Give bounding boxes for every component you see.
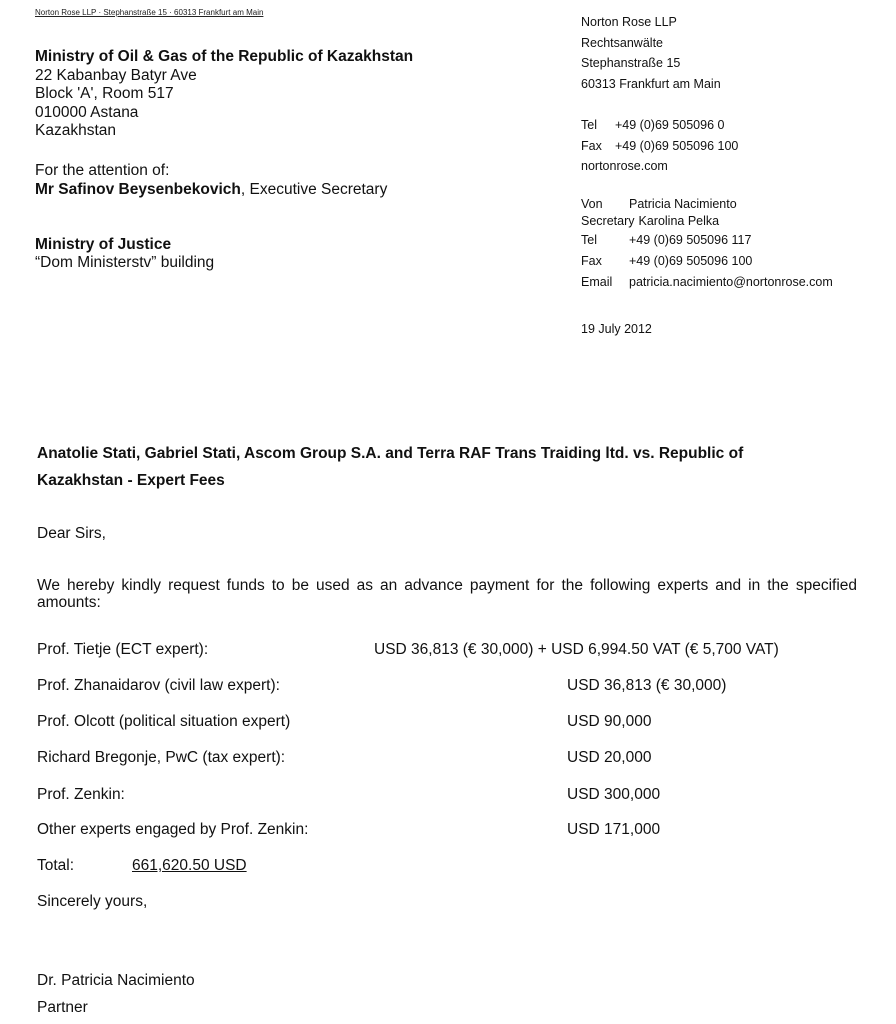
return-address-line: Norton Rose LLP · Stephanstraße 15 · 60313 Frankfurt am Main bbox=[35, 8, 264, 17]
recipient-address-line: 22 Kabanbay Batyr Ave bbox=[35, 66, 197, 84]
contact-person-block bbox=[581, 196, 833, 293]
letter-date: 19 July 2012 bbox=[581, 322, 652, 336]
sender-tel-label: Tel bbox=[581, 118, 597, 132]
fee-amount: USD 20,000 bbox=[567, 749, 652, 766]
contact-fax: +49 (0)69 505096 100 bbox=[629, 254, 753, 268]
recipient-address-line: Kazakhstan bbox=[35, 122, 116, 139]
signatory-title: Partner bbox=[37, 999, 88, 1016]
signatory-name: Dr. Patricia Nacimiento bbox=[37, 972, 195, 989]
fee-expert-label: Prof. Olcott (political situation expert) bbox=[37, 713, 291, 730]
contact-fax-label: Fax bbox=[581, 254, 602, 268]
recipient-address-line: Block 'A', Room 517 bbox=[35, 85, 174, 102]
fee-expert-label: Prof. Tietje (ECT expert): bbox=[37, 641, 209, 658]
fee-expert-label: Other experts engaged by Prof. Zenkin: bbox=[37, 821, 309, 838]
second-recipient-block bbox=[35, 236, 214, 272]
total-label: Total: bbox=[37, 857, 75, 874]
fee-expert-label: Prof. Zhanaidarov (civil law expert): bbox=[37, 677, 280, 694]
sender-fax-label: Fax bbox=[581, 138, 602, 153]
fee-expert-label: Prof. Zenkin: bbox=[37, 786, 125, 803]
intro-paragraph: We hereby kindly request funds to be used as an advance payment for the following experts and in the specified amounts: bbox=[37, 577, 857, 611]
subject-line: Anatolie Stati, Gabriel Stati, Ascom Group S.A. and Terra RAF Trans Traiding ltd. vs. Republic of bbox=[37, 445, 744, 462]
letter-subject bbox=[37, 440, 837, 494]
attention-title: , Executive Secretary bbox=[240, 180, 388, 198]
recipient-organization: Ministry of Oil & Gas of the Republic of Kazakhstan bbox=[35, 48, 414, 65]
attention-label: For the attention of: bbox=[35, 162, 170, 179]
sender-contact-block bbox=[581, 115, 738, 177]
fee-expert-label: Richard Bregonje, PwC (tax expert): bbox=[37, 749, 286, 766]
fee-amount: USD 171,000 bbox=[567, 821, 661, 838]
fee-amount: USD 300,000 bbox=[567, 786, 661, 803]
von-label: Von bbox=[581, 197, 603, 211]
sender-line: Stephanstraße 15 bbox=[581, 56, 681, 70]
sender-line: Rechtsanwälte bbox=[581, 35, 663, 50]
secretary-label: Secretary bbox=[581, 214, 635, 228]
total-value: 661,620.50 USD bbox=[132, 857, 247, 874]
fee-amount: USD 90,000 bbox=[567, 713, 652, 730]
sender-fax: +49 (0)69 505096 100 bbox=[615, 138, 739, 153]
contact-email: patricia.nacimiento@nortonrose.com bbox=[629, 275, 833, 289]
recipient-address-block bbox=[35, 48, 413, 141]
sender-line: 60313 Frankfurt am Main bbox=[581, 76, 721, 91]
second-recipient-organization: Ministry of Justice bbox=[35, 236, 172, 253]
contact-tel-label: Tel bbox=[581, 233, 597, 247]
contact-tel: +49 (0)69 505096 117 bbox=[629, 233, 752, 247]
fee-amount: USD 36,813 (€ 30,000) bbox=[567, 677, 727, 694]
secretary-name: Karolina Pelka bbox=[638, 214, 720, 228]
closing: Sincerely yours, bbox=[37, 893, 148, 910]
subject-line: Kazakhstan - Expert Fees bbox=[37, 472, 225, 489]
contact-email-label: Email bbox=[581, 275, 613, 289]
sender-tel: +49 (0)69 505096 0 bbox=[615, 118, 725, 132]
sender-address-block bbox=[581, 12, 721, 94]
attention-block bbox=[35, 162, 387, 199]
recipient-address-line: 010000 Astana bbox=[35, 103, 139, 121]
sender-line: Norton Rose LLP bbox=[581, 15, 677, 29]
salutation: Dear Sirs, bbox=[37, 525, 106, 542]
sender-website: nortonrose.com bbox=[581, 159, 668, 173]
second-recipient-building: “Dom Ministerstv” building bbox=[35, 254, 215, 271]
attention-name: Mr Safinov Beysenbekovich bbox=[35, 180, 241, 198]
von-name: Patricia Nacimiento bbox=[629, 197, 737, 211]
fee-amount: USD 36,813 (€ 30,000) + USD 6,994.50 VAT (€ 5,700 VAT) bbox=[374, 641, 779, 658]
